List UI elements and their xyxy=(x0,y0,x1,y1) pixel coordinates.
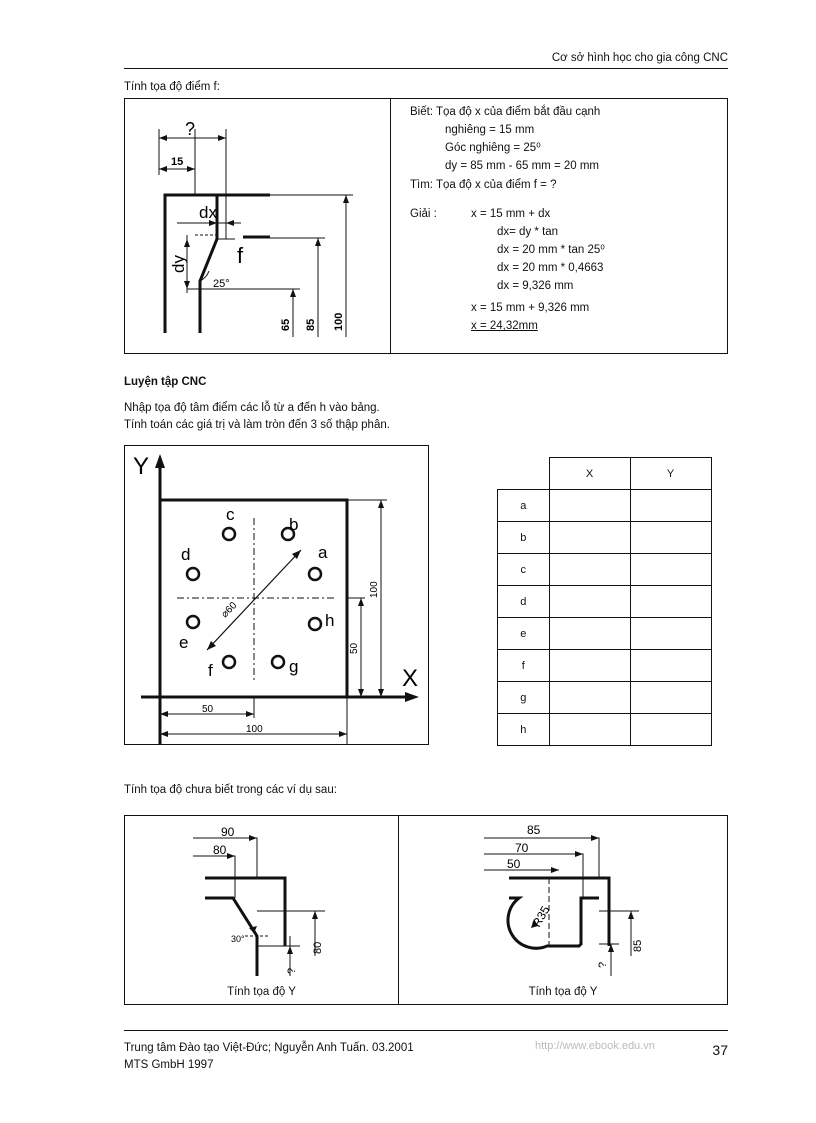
row-label: a xyxy=(498,490,550,522)
exercise-box xyxy=(124,815,728,1005)
table-row xyxy=(498,682,712,714)
col-header-y: Y xyxy=(630,458,711,490)
given-text-1: Biết: Tọa độ x của điểm bắt đầu cạnh xyxy=(410,106,601,118)
table-row xyxy=(498,650,712,682)
cell-x[interactable] xyxy=(549,682,630,714)
hole-g-label: g xyxy=(289,657,299,676)
cell-x[interactable] xyxy=(549,650,630,682)
given-text-2: nghiêng = 15 mm xyxy=(445,124,535,136)
solve-label: Giải : xyxy=(410,208,437,220)
exercise-right-drawing xyxy=(399,816,727,986)
cell-x[interactable] xyxy=(549,586,630,618)
hole-pattern-drawing xyxy=(125,446,428,744)
fig1-label-q: ? xyxy=(185,119,196,139)
hole-e-label: e xyxy=(179,633,189,652)
exercise-left-drawing xyxy=(125,816,398,986)
ex-right-dim-85: 85 xyxy=(527,823,541,837)
cell-y[interactable] xyxy=(630,522,711,554)
cell-x[interactable] xyxy=(549,714,630,746)
row-label: e xyxy=(498,618,550,650)
solve-result: x = 24,32mm xyxy=(471,320,538,332)
hole-d-label: d xyxy=(181,545,191,564)
table-row xyxy=(498,554,712,586)
ex-left-question: ? xyxy=(286,967,298,974)
cell-x[interactable] xyxy=(549,554,630,586)
fig1-label-100: 100 xyxy=(333,312,345,331)
table-row xyxy=(498,522,712,554)
cell-x[interactable] xyxy=(549,618,630,650)
hole-f-label: f xyxy=(208,661,213,680)
row-label: g xyxy=(498,682,550,714)
cell-y[interactable] xyxy=(630,682,711,714)
table-row xyxy=(498,714,712,746)
fig1-label-f: f xyxy=(237,243,244,268)
ex-left-dim-90: 90 xyxy=(221,825,235,839)
fig1-label-65: 65 xyxy=(280,318,292,331)
footer-line2: MTS GmbH 1997 xyxy=(124,1059,214,1071)
cell-x[interactable] xyxy=(549,522,630,554)
cell-y[interactable] xyxy=(630,490,711,522)
col-header-x: X xyxy=(549,458,630,490)
ex-right-caption: Tính tọa độ Y xyxy=(528,986,598,998)
section1-title: Tính tọa độ điểm f: xyxy=(124,81,220,93)
row-label: b xyxy=(498,522,550,554)
dim-50-vertical: 50 xyxy=(349,642,360,654)
fig1-label-angle: 25° xyxy=(213,278,230,290)
dim-100-vertical: 100 xyxy=(369,581,380,598)
dim-100-horizontal: 100 xyxy=(246,724,263,735)
table-row xyxy=(498,586,712,618)
given-text-3: Góc nghiêng = 25⁰ xyxy=(445,142,541,154)
cell-x[interactable] xyxy=(549,490,630,522)
section2-line2: Tính toán các giá trị và làm tròn đến 3 số thập phân. xyxy=(124,419,390,431)
cell-y[interactable] xyxy=(630,554,711,586)
ex-left-caption: Tính tọa độ Y xyxy=(227,986,296,998)
cell-y[interactable] xyxy=(630,650,711,682)
header-title: Cơ sở hình học cho gia công CNC xyxy=(551,52,728,64)
dim-50-horizontal: 50 xyxy=(202,704,214,715)
coordinate-table xyxy=(497,457,712,746)
fig1-label-dx: dx xyxy=(199,203,217,222)
row-label: f xyxy=(498,650,550,682)
ex-right-dim-70: 70 xyxy=(515,841,529,855)
section3-title: Tính tọa độ chưa biết trong các ví dụ sau: xyxy=(124,784,337,796)
footer xyxy=(124,1030,728,1071)
solve-line-5: dx = 9,326 mm xyxy=(497,280,574,292)
ex-right-dim-85-side: 85 xyxy=(632,939,644,952)
ex-left-dim-80-top: 80 xyxy=(213,843,227,857)
row-label: c xyxy=(498,554,550,586)
section2-line1: Nhập tọa độ tâm điểm các lỗ từ a đến h vào bảng. xyxy=(124,402,380,414)
find-text: Tìm: Tọa độ x của điểm f = ? xyxy=(410,179,557,191)
cell-y[interactable] xyxy=(630,714,711,746)
table-row xyxy=(498,618,712,650)
example-divider xyxy=(390,99,391,353)
axis-x-label: X xyxy=(402,665,419,692)
solve-line-6: x = 15 mm + 9,326 mm xyxy=(471,302,590,314)
axis-y-label: Y xyxy=(133,453,150,480)
ex-right-question: ? xyxy=(597,961,609,968)
hole-c-label: c xyxy=(226,505,235,524)
solve-line-1: x = 15 mm + dx xyxy=(471,208,551,220)
solve-line-4: dx = 20 mm * 0,4663 xyxy=(497,262,604,274)
fig1-label-15: 15 xyxy=(171,156,184,168)
ex-left-dim-80-side: 80 xyxy=(312,941,324,954)
ex-left-angle: 30° xyxy=(231,934,245,944)
fig1-label-dy: dy xyxy=(169,255,188,273)
hole-b-label: b xyxy=(289,515,299,534)
running-header xyxy=(124,52,728,69)
diameter-label: ⌀60 xyxy=(219,600,240,621)
solve-line-2: dx= dy * tan xyxy=(497,226,559,238)
hole-h-label: h xyxy=(325,611,335,630)
ex-right-radius: R35 xyxy=(529,903,553,930)
cell-y[interactable] xyxy=(630,618,711,650)
row-label: h xyxy=(498,714,550,746)
table-corner xyxy=(498,458,550,490)
fig1-label-85: 85 xyxy=(305,318,317,331)
cell-y[interactable] xyxy=(630,586,711,618)
hole-a-label: a xyxy=(318,543,328,562)
table-row xyxy=(498,490,712,522)
given-text-4: dy = 85 mm - 65 mm = 20 mm xyxy=(445,160,600,172)
page-number: 37 xyxy=(712,1042,728,1058)
section2-title: Luyện tập CNC xyxy=(124,376,207,388)
footer-watermark: http://www.ebook.edu.vn xyxy=(535,1040,655,1052)
example-box xyxy=(124,98,728,354)
solve-line-3: dx = 20 mm * tan 25⁰ xyxy=(497,244,605,256)
row-label: d xyxy=(498,586,550,618)
figure-slope-drawing xyxy=(125,99,390,353)
footer-line1: Trung tâm Đào tạo Việt-Đức; Nguyễn Anh Tuấn. 03.2001 xyxy=(124,1042,414,1054)
ex-right-dim-50: 50 xyxy=(507,857,521,871)
practice-figure-box xyxy=(124,445,429,745)
